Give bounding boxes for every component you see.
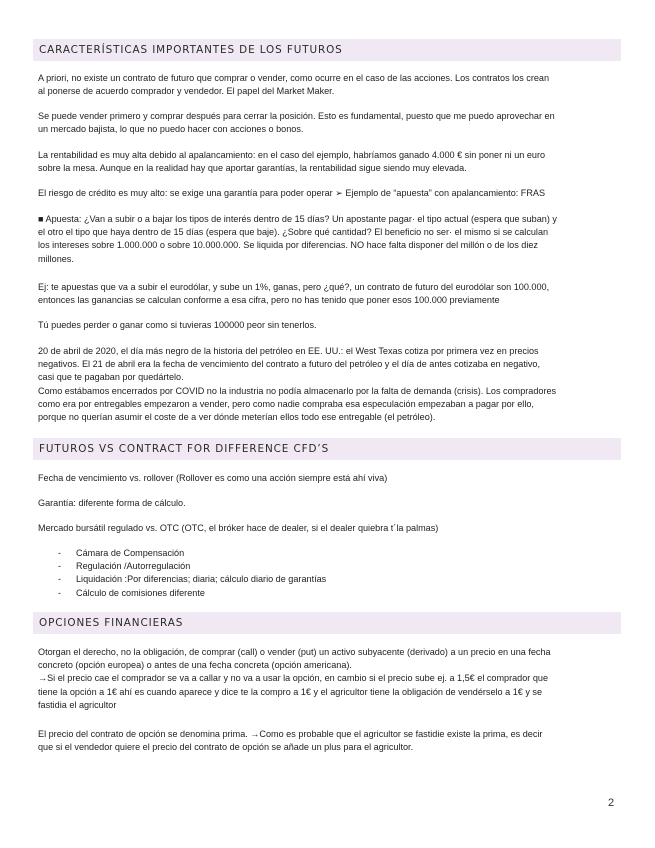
line: un mercado bajista, lo que no puedo hacer con acciones o bonos. xyxy=(38,124,304,135)
line: los intereses sobre 1.000.000 o sobre 10.000.000. Se liquida por diferencias. NO hace falta disponer del millón o de los diez xyxy=(38,240,538,251)
bullet-list xyxy=(38,547,598,600)
line: concreto (opción europea) o antes de una fecha concreta (opción americana). xyxy=(38,660,352,671)
list-item xyxy=(38,587,598,600)
line: Tú puedes perder o ganar como si tuvieras 100000 peor sin tenerlos. xyxy=(38,320,317,330)
paragraph xyxy=(38,110,618,136)
line: →Si el precio cae el comprador se va a callar y no va a usar la opción, en cambio si el precio sube ej. a 1,5€ el comprador que xyxy=(38,673,549,684)
list-marker: - xyxy=(58,561,62,572)
heading-text: FUTUROS VS CONTRACT FOR DIFFERENCE CFD’S xyxy=(39,443,330,455)
line: porque no querían asumir el coste de a ver dónde meterían ellos todo ese entregable (el petróleo). xyxy=(38,412,436,423)
list-marker: - xyxy=(58,587,62,598)
list-item xyxy=(38,560,598,573)
paragraph xyxy=(38,149,618,175)
list-item xyxy=(38,573,598,586)
page-number: 2 xyxy=(608,797,615,809)
paragraph xyxy=(38,472,618,485)
paragraph xyxy=(38,646,618,712)
list-item-text: Liquidación :Por diferencias; diaria; cálculo diario de garantías xyxy=(76,574,327,585)
list-item-text: Cálculo de comisiones diferente xyxy=(76,587,205,598)
paragraph xyxy=(38,497,618,510)
section-heading-opciones xyxy=(33,612,621,634)
paragraph xyxy=(38,345,618,424)
paragraph xyxy=(38,187,618,200)
line: Se puede vender primero y comprar después para cerrar la posición. Esto es fundamental, puesto que me puedo aprovechar en xyxy=(38,111,555,121)
line: como era por entregables empezaron a vender, pero como nadie compraba esa especulación empezaban a pagar por ello, xyxy=(38,398,534,409)
paragraph xyxy=(38,281,618,307)
line: sobre la mesa. Aunque en la realidad hay que aportar garantías, la rentabilidad sigue siendo muy elevada. xyxy=(38,163,467,174)
list-marker: - xyxy=(58,574,62,585)
list-item-text: Cámara de Compensación xyxy=(76,548,185,558)
paragraph xyxy=(38,72,618,98)
line: millones. xyxy=(38,253,74,264)
line: al ponerse de acuerdo comprador y vendedor. El papel del Market Maker. xyxy=(38,86,335,97)
line: 20 de abril de 2020, el día más negro de la historia del petróleo en EE. UU.: el West Texas cotiza por primera vez en precios xyxy=(38,346,539,356)
line: casi que te pagaban por quedártelo. xyxy=(38,372,184,383)
line: A priori, no existe un contrato de futuro que comprar o vender, como ocurre en el caso de las acciones. Los contratos los crean xyxy=(38,73,550,83)
line: La rentabilidad es muy alta debido al apalancamiento: en el caso del ejemplo, habríamos ganado 4.000 € sin poner ni un euro xyxy=(38,150,546,160)
list-item-text: Regulación /Autorregulación xyxy=(76,561,191,572)
line: El riesgo de crédito es muy alto: se exige una garantía para poder operar ➢ Ejemplo de “apuesta” con apalancamiento: FRAS xyxy=(38,188,546,198)
line: El precio del contrato de opción se denomina prima. →Como es probable que el agricultor se fastidie existe la prima, es decir xyxy=(38,729,543,739)
line: ■ Apuesta: ¿Van a subir o a bajar los tipos de interés dentro de 15 días? Un apostante pagar· el tipo actual (espera que suban) y xyxy=(38,214,557,224)
heading-text: OPCIONES FINANCIERAS xyxy=(39,617,184,629)
line: el otro el tipo que haya dentro de 15 días (espera que baje). ¿Sobre qué cantidad? El beneficio no ser· el mismo si se calculan xyxy=(38,227,549,238)
line: entonces las ganancias se calculan conforme a esa cifra, pero no has tenido que poner esos 100.000 previamente xyxy=(38,295,500,306)
list-marker: - xyxy=(58,548,62,558)
section-heading-futuros xyxy=(33,39,621,61)
paragraph xyxy=(38,319,618,332)
line: Como estábamos encerrados por COVID no la industria no podía almacenarlo por la falta de demanda (crisis). Los compradores xyxy=(38,385,557,396)
paragraph xyxy=(38,522,618,535)
line: Ej: te apuestas que va a subir el eurodólar, y sube un 1%, ganas, pero ¿qué?, un contrato de futuro del eurodólar son 100.000, xyxy=(38,282,550,292)
line: que si el vendedor quiere el precio del contrato de opción se añade un plus para el agricultor. xyxy=(38,742,414,753)
line: negativos. El 21 de abril era la fecha de vencimiento del contrato a futuro del petróleo y el día de antes cotizaba en negativo, xyxy=(38,359,540,370)
line: Mercado bursátil regulado vs. OTC (OTC, el bróker hace de dealer, si el dealer quiebra t´la palmas) xyxy=(38,523,439,533)
line: fastidia el agricultor xyxy=(38,699,117,710)
list-item xyxy=(38,547,598,560)
line: tiene la opción a 1€ ahí es cuando aparece y dice te la compro a 1€ y el agricultor tiene la obligación de vendérselo a 1€ y se xyxy=(38,686,543,697)
line: Otorgan el derecho, no la obligación, de comprar (call) o vender (put) un activo subyacente (derivado) a un precio en una fecha xyxy=(38,647,551,657)
heading-text: CARACTERÍSTICAS IMPORTANTES DE LOS FUTUROS xyxy=(39,44,343,56)
paragraph xyxy=(38,213,618,266)
section-heading-futuros-vs-cfd xyxy=(33,438,621,460)
line: Fecha de vencimiento vs. rollover (Rollover es como una acción siempre está ahí viva) xyxy=(38,473,388,483)
line: Garantía: diferente forma de cálculo. xyxy=(38,498,186,508)
paragraph xyxy=(38,728,618,754)
